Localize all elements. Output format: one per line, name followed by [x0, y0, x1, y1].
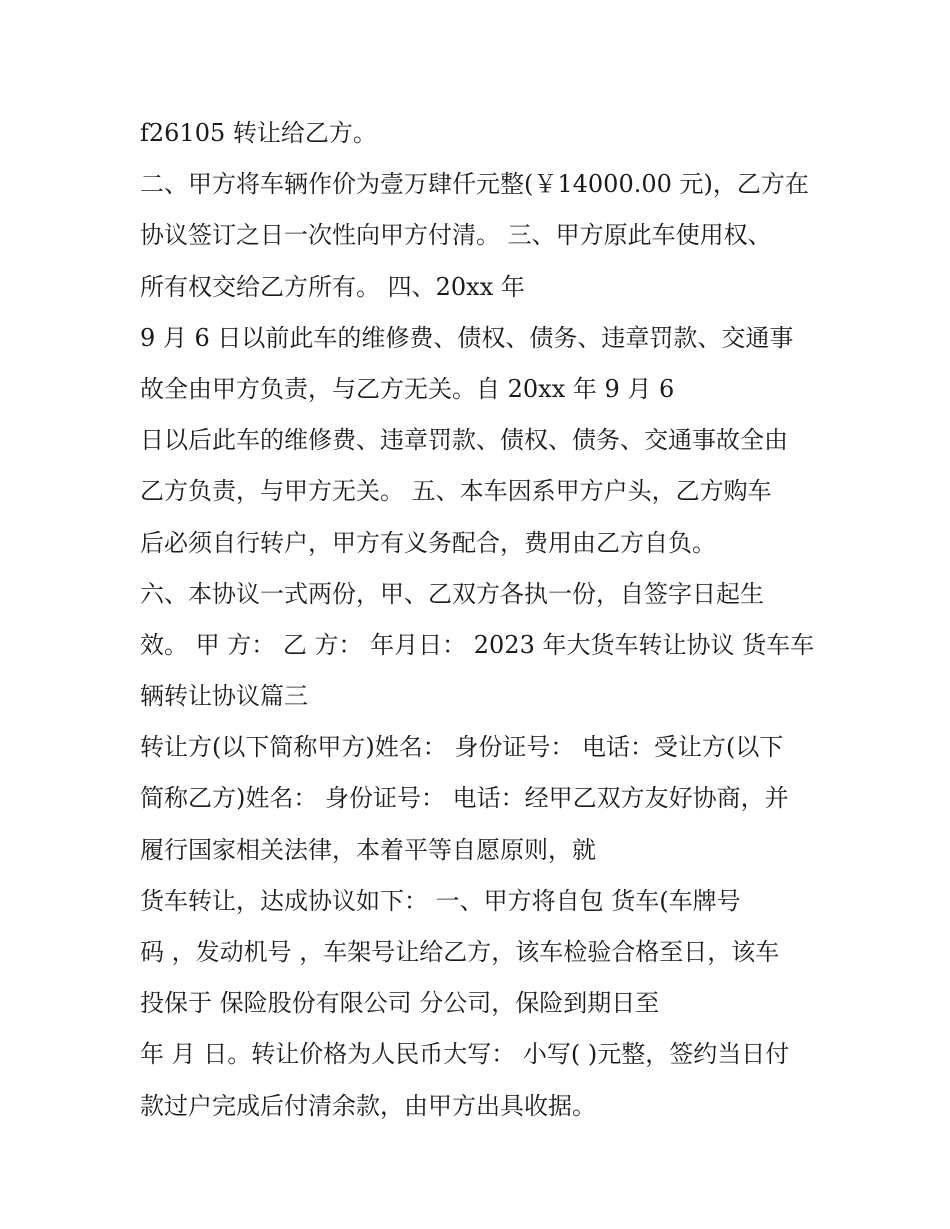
text-line: 六、本协议一式两份，甲、乙双方各执一份，自签字日起生 [140, 579, 764, 608]
text-line: 乙方负责，与甲方无关。 五、本车因系甲方户头，乙方购车 [140, 477, 772, 506]
text-line: 款过户完成后付清余款，由甲方出具收据。 [140, 1091, 596, 1120]
text-line: 履行国家相关法律，本着平等自愿原则，就 [140, 835, 596, 864]
text-line: 转让方(以下简称甲方)姓名： 身份证号： 电话：受让方(以下 [140, 733, 784, 762]
text-line: 码 ，发动机号 ，车架号让给乙方，该车检验合格至日，该车 [140, 938, 780, 966]
text-line: 后必须自行转户，甲方有义务配合，费用由乙方自负。 [140, 528, 716, 557]
text-line: 故全由甲方负责，与乙方无关。自 20xx 年 9 月 6 [140, 374, 675, 403]
text-line: f26105 转让给乙方。 [140, 119, 377, 147]
text-line: 货车转让，达成协议如下： 一、甲方将自包 货车(车牌号 [140, 886, 741, 915]
text-line: 辆转让协议篇三 [140, 682, 308, 711]
text-line: 9 月 6 日以前此车的维修费、债权、债务、违章罚款、交通事 [140, 323, 794, 352]
text-line: 协议签订之日一次性向甲方付清。 三、甲方原此车使用权、 [140, 221, 772, 250]
text-line: 效。 甲 方： 乙 方： 年月日： 2023 年大货车转让协议 货车车 [140, 630, 815, 659]
document-body [140, 108, 830, 1132]
text-line: 简称乙方)姓名： 身份证号： 电话：经甲乙双方友好协商，并 [140, 784, 789, 813]
text-line: 二、甲方将车辆作价为壹万肆仟元整(￥14000.00 元)，乙方在 [140, 170, 809, 199]
text-line: 投保于 保险股份有限公司 分公司，保险到期日至 [140, 989, 660, 1018]
text-line: 所有权交给乙方所有。 四、20xx 年 [140, 272, 525, 301]
text-line: 日以后此车的维修费、违章罚款、债权、债务、交通事故全由 [140, 426, 788, 455]
text-line: 年 月 日。转让价格为人民币大写： 小写( )元整，签约当日付 [140, 1040, 790, 1069]
